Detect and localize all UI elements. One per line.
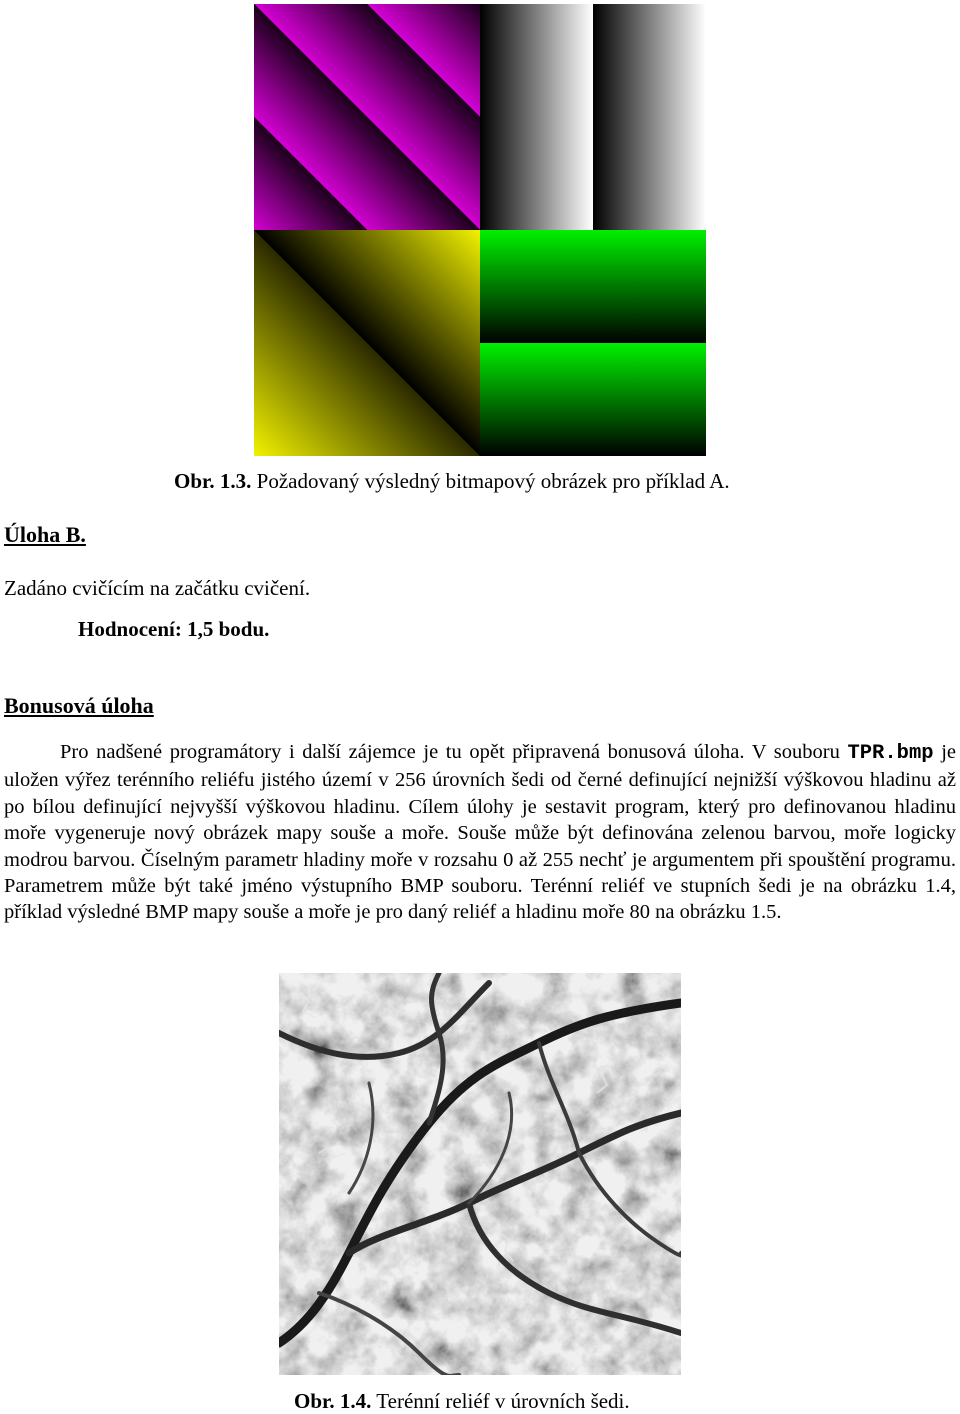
figure-1-3-bitmap [254, 4, 706, 456]
task-b-score: Hodnocení: 1,5 bodu. [78, 617, 270, 641]
bonus-text-2: je uložen výřez terénního reliéfu jistého území v 256 úrovních šedi od černé definující nejnižší výškovou hladinu až po bílou definující nejvyšší výškovou hladinu. Cílem úlohy je sestavit program, který pro definovanou hladinu moře vygeneruje nový obrázek mapy souše a moře. Souše může být definována zelenou barvou, moře logicky modrou barvou. Číselným parametr hladiny moře v rozsahu 0 až 255 nechť je argumentem při spouštění programu. Parametrem může být také jméno výstupního BMP souboru. Terénní reliéf ve stupních šedi je na obrázku 1.4, příklad výsledné BMP mapy souše a moře je pro daný reliéf a hladinu moře 80 na obrázku 1.5. [4, 741, 956, 924]
task-b-heading: Úloha B. [4, 522, 86, 547]
bonus-heading: Bonusová úloha [4, 693, 154, 718]
green-gradient-bottom-quadrant [480, 343, 706, 456]
figure-1-4-caption-text: Terénní reliéf v úrovních šedi. [371, 1389, 630, 1413]
figure-1-3-caption [174, 469, 730, 494]
magenta-diagonal-quadrant [254, 4, 480, 230]
figure-1-4-caption [294, 1389, 630, 1414]
terrain-relief-image [279, 973, 681, 1375]
figure-1-4-terrain-relief [279, 973, 681, 1375]
bonus-file-name: TPR.bmp [847, 742, 934, 765]
task-b-assigned: Zadáno cvičícím na začátku cvičení. [4, 576, 311, 600]
figure-1-3-caption-label: Obr. 1.3. [174, 469, 252, 493]
green-gradient-top-quadrant [480, 230, 706, 343]
figure-1-3-caption-text: Požadovaný výsledný bitmapový obrázek pro příklad A. [251, 469, 730, 493]
gray-gradient-right-quadrant [593, 4, 706, 230]
figure-1-4-caption-label: Obr. 1.4. [294, 1389, 372, 1413]
gray-gradient-left-quadrant [480, 4, 593, 230]
bonus-text-1: Pro nadšené programátory i další zájemce je tu opět připravená bonusová úloha. V souboru [60, 741, 848, 763]
bonus-paragraph [4, 739, 956, 926]
